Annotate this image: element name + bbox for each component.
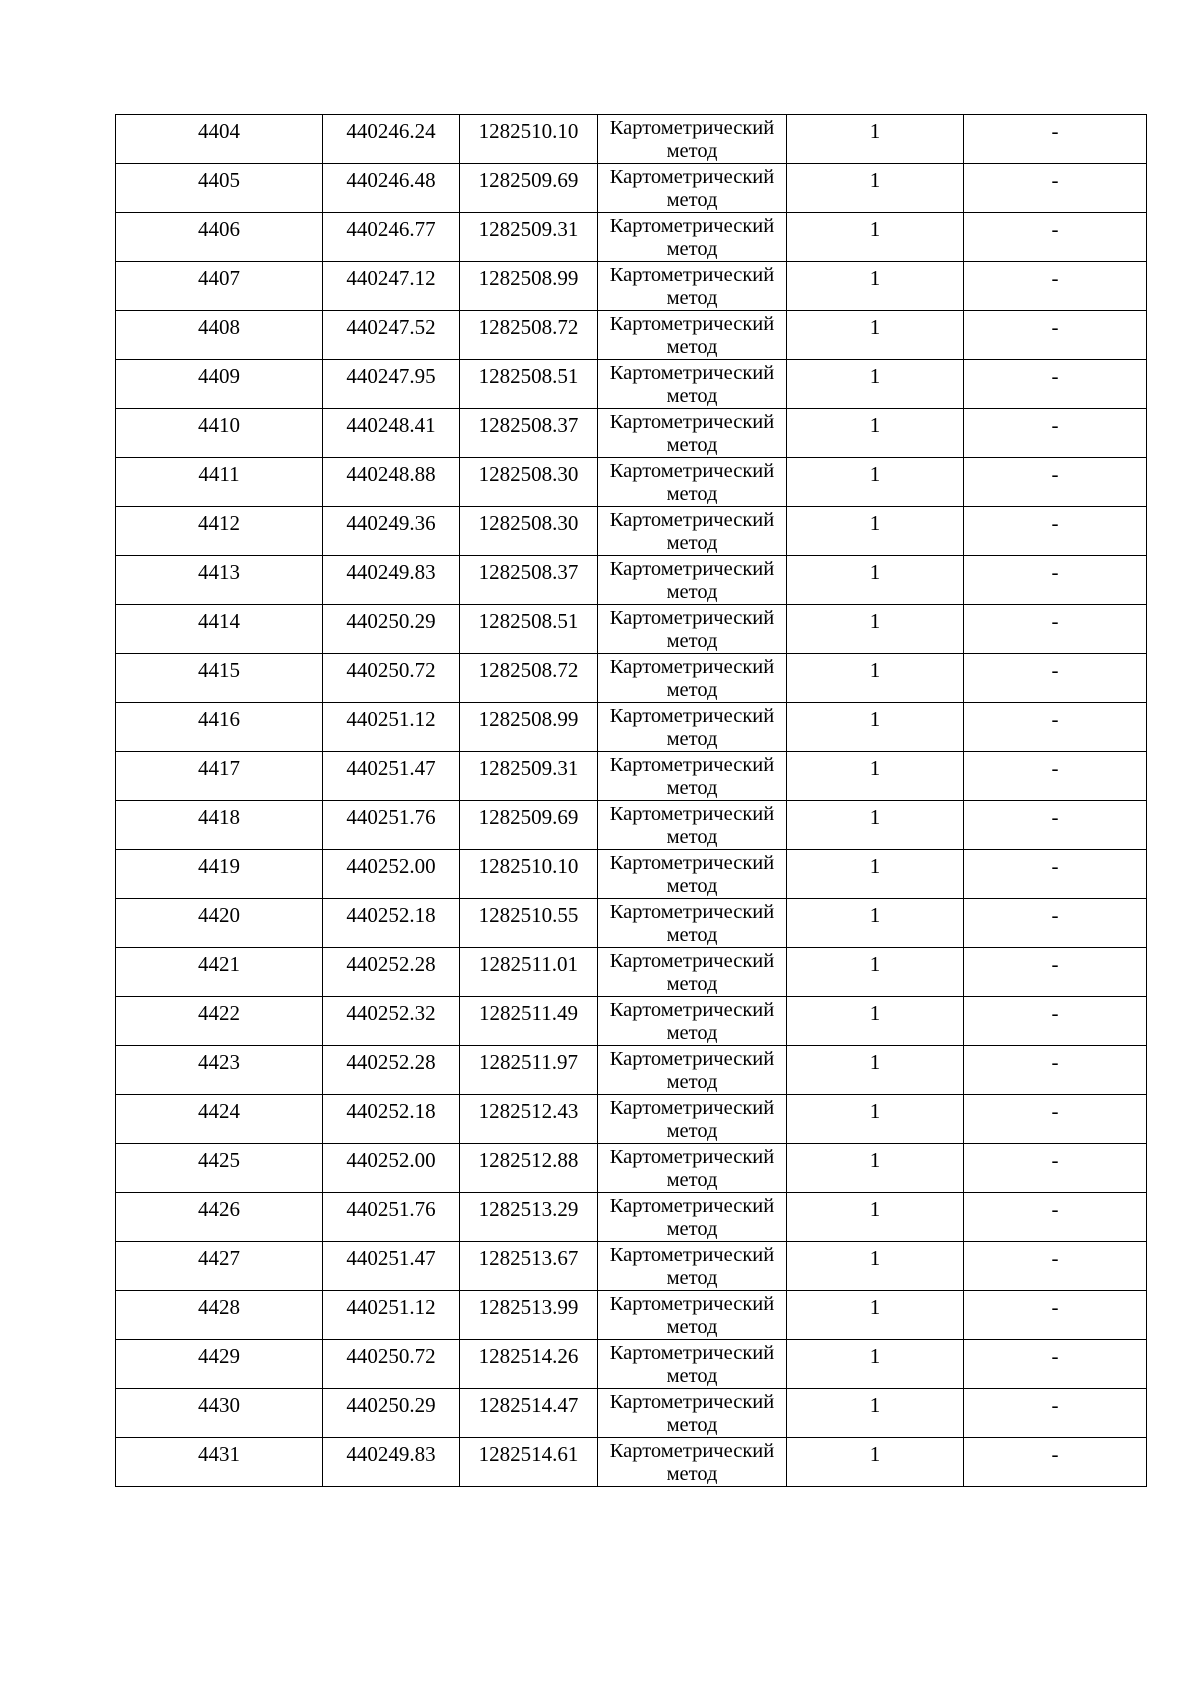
method-line-1: Картометрический [609,1195,775,1217]
note-cell: - [964,1438,1147,1487]
method-line-2: метод [666,728,718,750]
method-line-2: метод [666,1169,718,1191]
x-coordinate-cell: 440247.95 [323,360,460,409]
note-cell: - [964,458,1147,507]
method-line-2: метод [666,434,718,456]
table-row [116,850,1147,899]
accuracy-cell: 1 [787,948,964,997]
table-row [116,703,1147,752]
method-line-2: метод [666,1316,718,1338]
note-cell: - [964,360,1147,409]
x-coordinate-cell: 440250.72 [323,1340,460,1389]
note-cell: - [964,997,1147,1046]
method-cell [598,556,787,605]
y-coordinate-cell: 1282510.10 [460,115,598,164]
y-coordinate-cell: 1282509.31 [460,752,598,801]
method-line-1: Картометрический [609,558,775,580]
accuracy-cell: 1 [787,1291,964,1340]
method-cell [598,850,787,899]
point-id-cell: 4420 [116,899,323,948]
point-id-cell: 4414 [116,605,323,654]
table-row [116,458,1147,507]
y-coordinate-cell: 1282513.99 [460,1291,598,1340]
table-row [116,1438,1147,1487]
method-line-2: метод [666,189,718,211]
method-line-2: метод [666,1022,718,1044]
method-line-1: Картометрический [609,215,775,237]
point-id-cell: 4406 [116,213,323,262]
accuracy-cell: 1 [787,997,964,1046]
table-body [116,115,1147,1487]
point-id-cell: 4417 [116,752,323,801]
method-line-1: Картометрический [609,117,775,139]
accuracy-cell: 1 [787,213,964,262]
y-coordinate-cell: 1282511.97 [460,1046,598,1095]
y-coordinate-cell: 1282513.29 [460,1193,598,1242]
note-cell: - [964,948,1147,997]
accuracy-cell: 1 [787,1340,964,1389]
method-cell [598,899,787,948]
accuracy-cell: 1 [787,164,964,213]
y-coordinate-cell: 1282514.47 [460,1389,598,1438]
note-cell: - [964,556,1147,605]
point-id-cell: 4422 [116,997,323,1046]
x-coordinate-cell: 440251.47 [323,1242,460,1291]
y-coordinate-cell: 1282508.51 [460,605,598,654]
point-id-cell: 4409 [116,360,323,409]
method-cell [598,262,787,311]
method-line-1: Картометрический [609,411,775,433]
method-cell [598,164,787,213]
method-line-1: Картометрический [609,166,775,188]
x-coordinate-cell: 440246.77 [323,213,460,262]
table-row [116,115,1147,164]
note-cell: - [964,1291,1147,1340]
method-cell [598,311,787,360]
x-coordinate-cell: 440249.83 [323,556,460,605]
method-cell [598,801,787,850]
accuracy-cell: 1 [787,409,964,458]
accuracy-cell: 1 [787,899,964,948]
accuracy-cell: 1 [787,605,964,654]
method-line-1: Картометрический [609,362,775,384]
y-coordinate-cell: 1282514.61 [460,1438,598,1487]
method-cell [598,605,787,654]
x-coordinate-cell: 440252.00 [323,1144,460,1193]
table-row [116,1389,1147,1438]
method-line-1: Картометрический [609,1293,775,1315]
note-cell: - [964,213,1147,262]
accuracy-cell: 1 [787,850,964,899]
method-line-2: метод [666,385,718,407]
y-coordinate-cell: 1282508.37 [460,409,598,458]
accuracy-cell: 1 [787,1193,964,1242]
method-line-2: метод [666,1365,718,1387]
method-line-1: Картометрический [609,1440,775,1462]
method-cell [598,1438,787,1487]
note-cell: - [964,801,1147,850]
method-line-2: метод [666,140,718,162]
method-cell [598,752,787,801]
table-row [116,360,1147,409]
y-coordinate-cell: 1282509.69 [460,801,598,850]
note-cell: - [964,262,1147,311]
table-row [116,801,1147,850]
point-id-cell: 4413 [116,556,323,605]
method-cell [598,703,787,752]
point-id-cell: 4421 [116,948,323,997]
method-line-1: Картометрический [609,852,775,874]
x-coordinate-cell: 440249.83 [323,1438,460,1487]
note-cell: - [964,850,1147,899]
accuracy-cell: 1 [787,1438,964,1487]
coordinates-table [115,114,1147,1487]
method-cell [598,1340,787,1389]
method-cell [598,997,787,1046]
table-row [116,311,1147,360]
method-line-2: метод [666,1267,718,1289]
table-row [116,1144,1147,1193]
point-id-cell: 4425 [116,1144,323,1193]
method-line-2: метод [666,238,718,260]
table-row [116,507,1147,556]
note-cell: - [964,1046,1147,1095]
method-line-1: Картометрический [609,509,775,531]
method-line-2: метод [666,630,718,652]
accuracy-cell: 1 [787,458,964,507]
note-cell: - [964,115,1147,164]
table-row [116,1291,1147,1340]
note-cell: - [964,703,1147,752]
x-coordinate-cell: 440251.47 [323,752,460,801]
y-coordinate-cell: 1282509.69 [460,164,598,213]
method-cell [598,507,787,556]
y-coordinate-cell: 1282508.51 [460,360,598,409]
method-line-1: Картометрический [609,460,775,482]
method-line-1: Картометрический [609,1146,775,1168]
method-line-2: метод [666,1414,718,1436]
point-id-cell: 4404 [116,115,323,164]
x-coordinate-cell: 440246.24 [323,115,460,164]
method-cell [598,115,787,164]
method-cell [598,1046,787,1095]
accuracy-cell: 1 [787,703,964,752]
method-line-1: Картометрический [609,1048,775,1070]
method-line-2: метод [666,777,718,799]
method-line-1: Картометрический [609,313,775,335]
method-line-1: Картометрический [609,264,775,286]
point-id-cell: 4410 [116,409,323,458]
method-cell [598,1242,787,1291]
method-line-1: Картометрический [609,901,775,923]
y-coordinate-cell: 1282511.49 [460,997,598,1046]
method-cell [598,1144,787,1193]
x-coordinate-cell: 440251.76 [323,1193,460,1242]
x-coordinate-cell: 440248.88 [323,458,460,507]
method-cell [598,360,787,409]
accuracy-cell: 1 [787,1144,964,1193]
point-id-cell: 4428 [116,1291,323,1340]
point-id-cell: 4418 [116,801,323,850]
accuracy-cell: 1 [787,1389,964,1438]
note-cell: - [964,1389,1147,1438]
point-id-cell: 4424 [116,1095,323,1144]
method-line-1: Картометрический [609,1244,775,1266]
x-coordinate-cell: 440252.28 [323,948,460,997]
x-coordinate-cell: 440249.36 [323,507,460,556]
method-line-2: метод [666,581,718,603]
method-cell [598,213,787,262]
accuracy-cell: 1 [787,752,964,801]
method-cell [598,1193,787,1242]
accuracy-cell: 1 [787,360,964,409]
x-coordinate-cell: 440250.72 [323,654,460,703]
table-row [116,997,1147,1046]
method-line-1: Картометрический [609,754,775,776]
method-line-2: метод [666,973,718,995]
note-cell: - [964,507,1147,556]
x-coordinate-cell: 440251.12 [323,703,460,752]
note-cell: - [964,605,1147,654]
y-coordinate-cell: 1282510.55 [460,899,598,948]
x-coordinate-cell: 440252.28 [323,1046,460,1095]
x-coordinate-cell: 440251.76 [323,801,460,850]
y-coordinate-cell: 1282508.30 [460,458,598,507]
note-cell: - [964,1340,1147,1389]
method-cell [598,948,787,997]
y-coordinate-cell: 1282508.99 [460,262,598,311]
y-coordinate-cell: 1282514.26 [460,1340,598,1389]
x-coordinate-cell: 440251.12 [323,1291,460,1340]
method-line-1: Картометрический [609,607,775,629]
accuracy-cell: 1 [787,1242,964,1291]
table-row [116,1095,1147,1144]
method-line-1: Картометрический [609,803,775,825]
table-row [116,1340,1147,1389]
x-coordinate-cell: 440246.48 [323,164,460,213]
x-coordinate-cell: 440250.29 [323,605,460,654]
x-coordinate-cell: 440248.41 [323,409,460,458]
x-coordinate-cell: 440252.18 [323,899,460,948]
table-row [116,556,1147,605]
table-row [116,1046,1147,1095]
table-row [116,213,1147,262]
method-line-2: метод [666,1463,718,1485]
y-coordinate-cell: 1282512.88 [460,1144,598,1193]
method-line-1: Картометрический [609,999,775,1021]
method-cell [598,1291,787,1340]
accuracy-cell: 1 [787,507,964,556]
method-line-1: Картометрический [609,656,775,678]
table-row [116,654,1147,703]
accuracy-cell: 1 [787,556,964,605]
table-row [116,409,1147,458]
method-cell [598,1095,787,1144]
accuracy-cell: 1 [787,115,964,164]
point-id-cell: 4429 [116,1340,323,1389]
method-line-1: Картометрический [609,1391,775,1413]
y-coordinate-cell: 1282508.72 [460,311,598,360]
x-coordinate-cell: 440252.32 [323,997,460,1046]
method-line-2: метод [666,826,718,848]
x-coordinate-cell: 440252.00 [323,850,460,899]
table-row [116,1242,1147,1291]
table-row [116,1193,1147,1242]
note-cell: - [964,1144,1147,1193]
point-id-cell: 4408 [116,311,323,360]
method-cell [598,654,787,703]
point-id-cell: 4415 [116,654,323,703]
accuracy-cell: 1 [787,654,964,703]
table-row [116,752,1147,801]
method-line-2: метод [666,1071,718,1093]
point-id-cell: 4427 [116,1242,323,1291]
x-coordinate-cell: 440247.12 [323,262,460,311]
x-coordinate-cell: 440250.29 [323,1389,460,1438]
x-coordinate-cell: 440247.52 [323,311,460,360]
accuracy-cell: 1 [787,262,964,311]
table-row [116,605,1147,654]
point-id-cell: 4416 [116,703,323,752]
table-row [116,262,1147,311]
note-cell: - [964,164,1147,213]
table-row [116,899,1147,948]
accuracy-cell: 1 [787,801,964,850]
method-line-1: Картометрический [609,1342,775,1364]
point-id-cell: 4419 [116,850,323,899]
method-cell [598,458,787,507]
y-coordinate-cell: 1282513.67 [460,1242,598,1291]
method-line-2: метод [666,924,718,946]
method-line-2: метод [666,287,718,309]
table-row [116,164,1147,213]
note-cell: - [964,1095,1147,1144]
note-cell: - [964,409,1147,458]
point-id-cell: 4407 [116,262,323,311]
point-id-cell: 4412 [116,507,323,556]
method-line-1: Картометрический [609,1097,775,1119]
table-row [116,948,1147,997]
note-cell: - [964,654,1147,703]
note-cell: - [964,899,1147,948]
point-id-cell: 4405 [116,164,323,213]
y-coordinate-cell: 1282511.01 [460,948,598,997]
accuracy-cell: 1 [787,311,964,360]
point-id-cell: 4431 [116,1438,323,1487]
method-line-2: метод [666,483,718,505]
x-coordinate-cell: 440252.18 [323,1095,460,1144]
accuracy-cell: 1 [787,1046,964,1095]
y-coordinate-cell: 1282508.30 [460,507,598,556]
point-id-cell: 4426 [116,1193,323,1242]
method-line-1: Картометрический [609,950,775,972]
method-line-2: метод [666,532,718,554]
note-cell: - [964,311,1147,360]
y-coordinate-cell: 1282508.99 [460,703,598,752]
note-cell: - [964,752,1147,801]
y-coordinate-cell: 1282512.43 [460,1095,598,1144]
y-coordinate-cell: 1282508.72 [460,654,598,703]
note-cell: - [964,1193,1147,1242]
accuracy-cell: 1 [787,1095,964,1144]
y-coordinate-cell: 1282508.37 [460,556,598,605]
method-line-2: метод [666,1218,718,1240]
method-line-2: метод [666,679,718,701]
method-line-2: метод [666,1120,718,1142]
note-cell: - [964,1242,1147,1291]
method-cell [598,1389,787,1438]
method-line-2: метод [666,336,718,358]
method-cell [598,409,787,458]
method-line-2: метод [666,875,718,897]
point-id-cell: 4423 [116,1046,323,1095]
y-coordinate-cell: 1282509.31 [460,213,598,262]
point-id-cell: 4430 [116,1389,323,1438]
point-id-cell: 4411 [116,458,323,507]
y-coordinate-cell: 1282510.10 [460,850,598,899]
method-line-1: Картометрический [609,705,775,727]
